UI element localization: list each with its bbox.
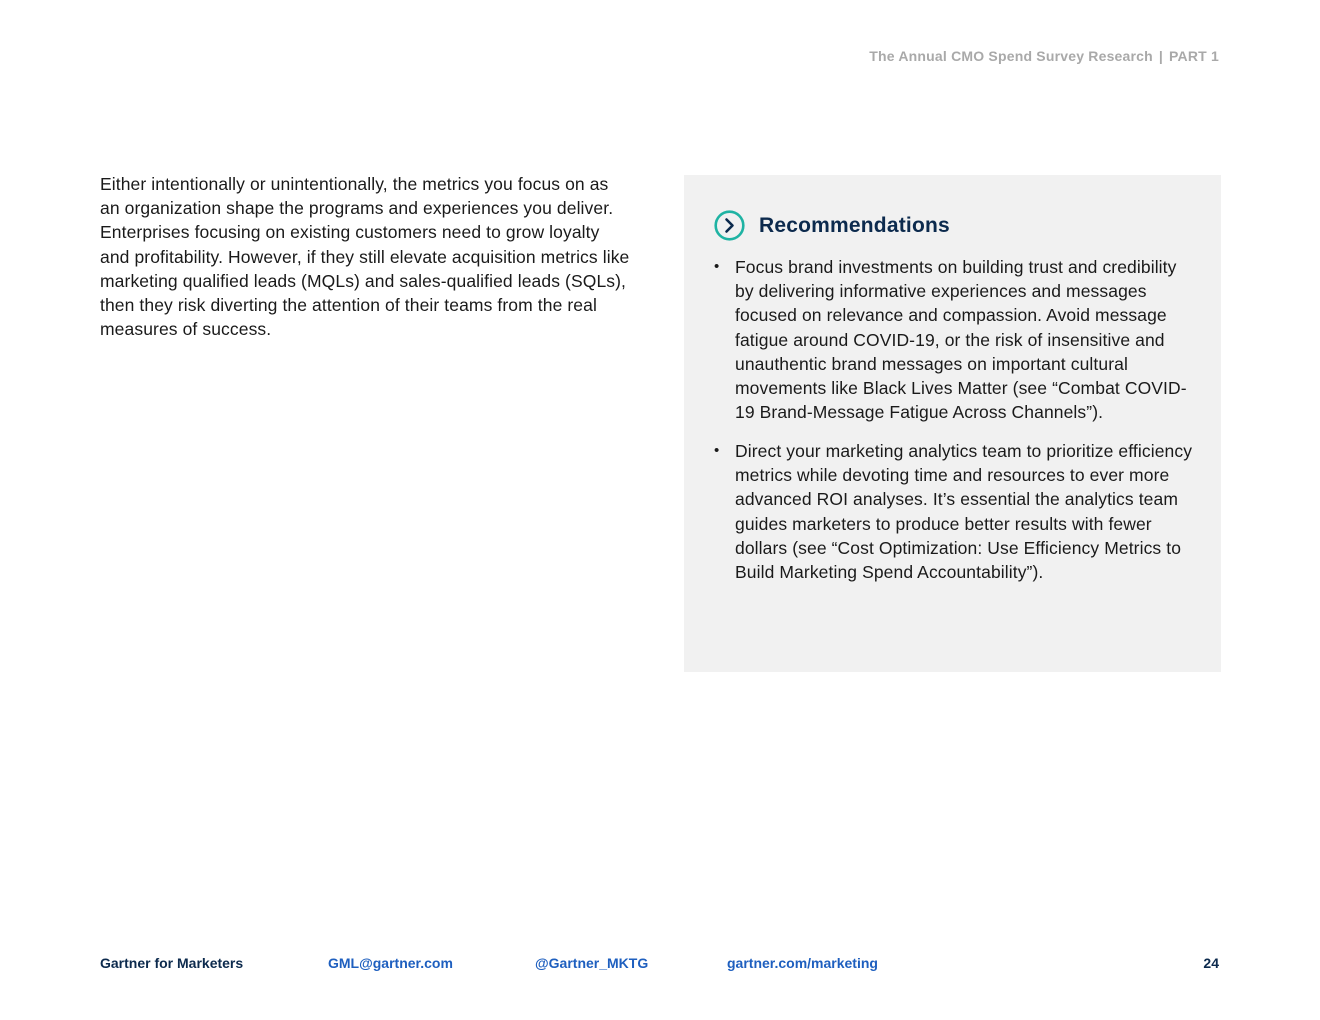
header-separator: | (1158, 48, 1164, 64)
recommendations-heading (714, 210, 950, 241)
header-part: PART 1 (1169, 48, 1219, 64)
page-header (869, 48, 1219, 64)
header-title: The Annual CMO Spend Survey Research (869, 48, 1153, 64)
recommendations-title: Recommendations (759, 213, 950, 237)
bullet-marker: • (714, 258, 720, 275)
chevron-right-circle-icon (714, 210, 745, 241)
recommendations-box (684, 175, 1221, 672)
bullet-marker: • (714, 442, 720, 460)
page-number: 24 (1203, 955, 1219, 971)
list-item (714, 255, 1194, 424)
footer-website-link[interactable]: gartner.com/marketing (727, 955, 878, 971)
footer-twitter-link[interactable]: @Gartner_MKTG (535, 955, 649, 971)
recommendation-text: Focus brand investments on building trust and credibility by delivering informative experiences and messages focused on relevance and compassion. Avoid message fatigue around COVID-19, or the risk of insensitive and unauthentic brand messages on important cultural movements like Black Lives Matter (see “Combat COVID-19 Brand-Message Fatigue Across Channels”). (735, 257, 1187, 423)
recommendation-text: Direct your marketing analytics team to prioritize efficiency metrics while devoting time and resources to ever more advanced ROI analyses. It’s essential the analytics team guides marketers to produce better results with fewer dollars (see “Cost Optimization: Use Efficiency Metrics to Build Marketing Spend Accountability”). (735, 441, 1193, 583)
recommendations-list (714, 255, 1194, 599)
footer-email-link[interactable]: GML@gartner.com (328, 955, 453, 971)
intro-paragraph: Either intentionally or unintentionally, the metrics you focus on as an organization shape the programs and experiences you deliver. Enterprises focusing on existing customers need to grow loyalty and profitability. However, if they still elevate acquisition metrics like marketing qualified leads (MQLs) and sales-qualified leads (SQLs), then they risk diverting the attention of their teams from the real measures of success. (100, 174, 630, 340)
footer-brand: Gartner for Marketers (100, 955, 244, 971)
list-item (714, 439, 1194, 584)
